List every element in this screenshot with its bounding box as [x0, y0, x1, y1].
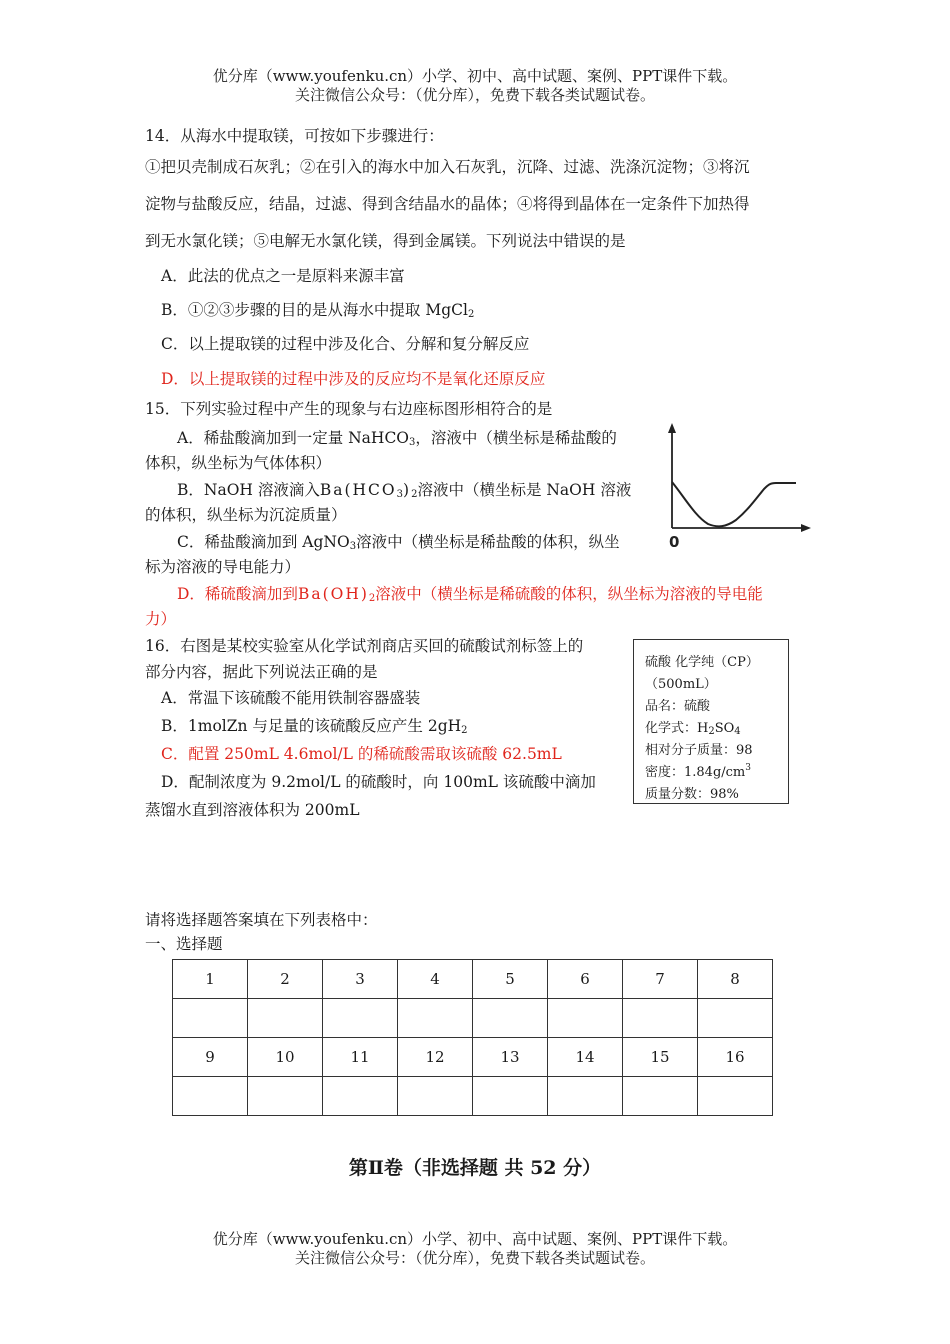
- answer-cell[interactable]: [173, 999, 248, 1038]
- table-row-answers-1: [173, 999, 773, 1038]
- graph-y-arrow: [668, 423, 676, 433]
- answer-cell[interactable]: [173, 1077, 248, 1116]
- q15-option-b-line-2: 的体积，纵坐标为沉淀质量）: [145, 506, 347, 524]
- q14-option-d-answer: D．以上提取镁的过程中涉及的反应均不是氧化还原反应: [161, 370, 546, 388]
- sulfuric-acid-label: [633, 639, 789, 804]
- q16-option-a: A．常温下该硫酸不能用铁制容器盛装: [161, 689, 421, 707]
- answer-cell[interactable]: [698, 1077, 773, 1116]
- table-cell: 6: [548, 960, 623, 999]
- q16-option-c-answer: C．配置 250mL 4.6mol/L 的稀硫酸需取该硫酸 62.5mL: [161, 745, 562, 763]
- q14-option-c: C．以上提取镁的过程中涉及化合、分解和复分解反应: [161, 335, 530, 353]
- answer-cell[interactable]: [323, 999, 398, 1038]
- answer-cell[interactable]: [248, 999, 323, 1038]
- answer-instruction: 请将选择题答案填在下列表格中：: [145, 911, 378, 929]
- label-line-3: 品名：硫酸: [645, 699, 711, 714]
- label-line-6: 密度：$1.84g/cm^3$: [645, 763, 751, 780]
- table-cell: 2: [248, 960, 323, 999]
- q15-coordinate-graph: [660, 420, 815, 550]
- graph-x-arrow: [801, 524, 811, 532]
- graph-origin-label: 0: [669, 533, 680, 550]
- q16-option-d-line-2: 蒸馏水直到溶液体积为 200mL: [145, 801, 360, 819]
- answer-cell[interactable]: [473, 1077, 548, 1116]
- answer-cell[interactable]: [548, 999, 623, 1038]
- q16-stem-line-2: 部分内容，据此下列说法正确的是: [145, 663, 378, 681]
- q16-option-d-line-1: D．配制浓度为 9.2mol/L 的硫酸时，向 100mL 该硫酸中滴加: [161, 773, 596, 791]
- table-cell: 8: [698, 960, 773, 999]
- footer-line-1: 优分库（www.youfenku.cn）小学、初中、高中试题、案例、PPT课件下载。: [212, 1230, 738, 1248]
- q15-option-c-line-1: C．稀盐酸滴加到 AgNO$_3$溶液中（横坐标是稀盐酸的体积，纵坐: [177, 533, 620, 552]
- footer-line-2: 关注微信公众号：（优分库），免费下载各类试题试卷。: [294, 1249, 655, 1267]
- table-cell: 16: [698, 1038, 773, 1077]
- answer-cell[interactable]: [398, 1077, 473, 1116]
- answer-cell[interactable]: [323, 1077, 398, 1116]
- answer-cell[interactable]: [248, 1077, 323, 1116]
- table-row-numbers-1: [173, 960, 773, 999]
- q15-stem: 15．下列实验过程中产生的现象与右边座标图形相符合的是: [145, 400, 553, 418]
- answer-cell[interactable]: [473, 999, 548, 1038]
- table-cell: 1: [173, 960, 248, 999]
- answer-cell[interactable]: [548, 1077, 623, 1116]
- answer-cell[interactable]: [698, 999, 773, 1038]
- label-line-7: 质量分数：98%: [645, 787, 739, 802]
- label-line-1: 硫酸 化学纯（CP）: [645, 655, 759, 670]
- q15-option-b-line-1: B．NaOH 溶液滴入$Ba(HCO_3)_2$溶液中（横坐标是 NaOH 溶液: [177, 481, 632, 500]
- section-heading: 一、选择题: [145, 935, 223, 953]
- label-line-2: （500mL）: [645, 677, 717, 692]
- answer-cell[interactable]: [623, 999, 698, 1038]
- table-row-answers-2: [173, 1077, 773, 1116]
- label-line-4: 化学式：$H_2SO_4$: [645, 721, 741, 737]
- part-2-title: 第Ⅱ卷（非选择题 共 52 分）: [348, 1157, 602, 1179]
- q16-option-b: B．1molZn 与足量的该硫酸反应产生 $2gH_2$: [161, 717, 468, 736]
- q16-stem-line-1: 16．右图是某校实验室从化学试剂商店买回的硫酸试剂标签上的: [145, 637, 584, 655]
- q15-option-d-line-2-answer: 力）: [145, 610, 177, 628]
- answer-table: [172, 959, 773, 1116]
- answer-cell[interactable]: [623, 1077, 698, 1116]
- q14-line-2: 淀物与盐酸反应，结晶，过滤、得到含结晶水的晶体；④将得到晶体在一定条件下加热得: [145, 195, 750, 213]
- q14-line-3: 到无水氯化镁；⑤电解无水氯化镁，得到金属镁。下列说法中错误的是: [145, 232, 626, 250]
- q15-option-a-line-1: A．稀盐酸滴加到一定量 NaHCO$_3$，溶液中（横坐标是稀盐酸的: [177, 429, 617, 448]
- table-cell: 7: [623, 960, 698, 999]
- answer-cell[interactable]: [398, 999, 473, 1038]
- table-row-numbers-2: [173, 1038, 773, 1077]
- table-cell: 3: [323, 960, 398, 999]
- table-cell: 5: [473, 960, 548, 999]
- table-cell: 11: [323, 1038, 398, 1077]
- table-cell: 10: [248, 1038, 323, 1077]
- q14-option-a: A．此法的优点之一是原料来源丰富: [161, 267, 405, 285]
- q15-option-d-line-1-answer: D．稀硫酸滴加到$Ba(OH)_2$溶液中（横坐标是稀硫酸的体积，纵坐标为溶液的导电能: [177, 585, 763, 604]
- table-cell: 15: [623, 1038, 698, 1077]
- q15-option-c-line-2: 标为溶液的导电能力）: [145, 558, 301, 576]
- q14-stem: 14．从海水中提取镁，可按如下步骤进行：: [145, 127, 444, 145]
- q15-option-a-line-2: 体积，纵坐标为气体体积）: [145, 454, 332, 472]
- table-cell: 14: [548, 1038, 623, 1077]
- q14-option-b: B．①②③步骤的目的是从海水中提取 MgCl$_2$: [161, 301, 475, 320]
- header-line-2: 关注微信公众号：（优分库），免费下载各类试题试卷。: [294, 86, 655, 104]
- label-line-5: 相对分子质量：98: [645, 743, 753, 758]
- header-line-1: 优分库（www.youfenku.cn）小学、初中、高中试题、案例、PPT课件下载。: [212, 67, 738, 85]
- graph-curve: [672, 482, 796, 526]
- table-cell: 9: [173, 1038, 248, 1077]
- q14-line-1: ①把贝壳制成石灰乳；②在引入的海水中加入石灰乳，沉降、过滤、洗涤沉淀物；③将沉: [145, 158, 750, 176]
- table-cell: 4: [398, 960, 473, 999]
- table-cell: 12: [398, 1038, 473, 1077]
- table-cell: 13: [473, 1038, 548, 1077]
